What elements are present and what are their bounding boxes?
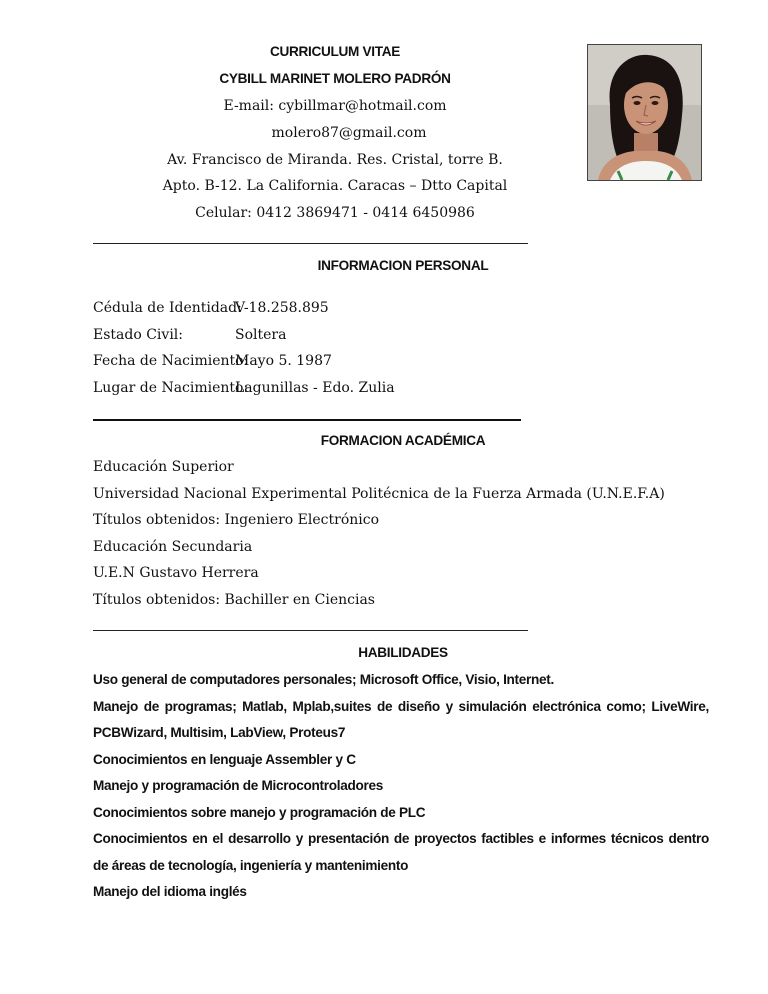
personal-label-birthplace: Lugar de Nacimiento: bbox=[93, 380, 249, 396]
portrait-image bbox=[588, 45, 701, 180]
personal-label-birthdate: Fecha de Nacimiento: bbox=[93, 353, 249, 369]
personal-row-birthplace bbox=[93, 380, 395, 396]
skill-line-6: Conocimientos sobre manejo y programación de PLC bbox=[93, 805, 426, 820]
email-primary: E-mail: cybillmar@hotmail.com bbox=[223, 98, 447, 114]
education-line-5: U.E.N Gustavo Herrera bbox=[93, 565, 259, 581]
education-line-6: Títulos obtenidos: Bachiller en Ciencias bbox=[93, 592, 375, 608]
personal-value-birthdate: Mayo 5. 1987 bbox=[235, 353, 332, 369]
skill-line-8: de áreas de tecnología, ingeniería y mantenimiento bbox=[93, 858, 409, 873]
section-heading-education: FORMACION ACADÉMICA bbox=[320, 433, 486, 448]
education-line-3: Títulos obtenidos: Ingeniero Electrónico bbox=[93, 512, 380, 528]
address-line-1: Av. Francisco de Miranda. Res. Cristal, torre B. bbox=[167, 152, 503, 168]
skill-line-9: Manejo del idioma inglés bbox=[93, 884, 247, 899]
personal-row-id bbox=[93, 300, 329, 316]
personal-label-civil: Estado Civil: bbox=[93, 327, 183, 343]
cv-title: CURRICULUM VITAE bbox=[269, 44, 401, 59]
skill-line-4: Conocimientos en lenguaje Assembler y C bbox=[93, 752, 356, 767]
divider-personal bbox=[93, 243, 528, 244]
section-heading-personal: INFORMACION PERSONAL bbox=[317, 258, 489, 273]
divider-skills bbox=[93, 630, 528, 631]
candidate-name: CYBILL MARINET MOLERO PADRÓN bbox=[219, 71, 451, 86]
personal-row-civil bbox=[93, 327, 286, 343]
personal-value-id: V-18.258.895 bbox=[235, 300, 329, 316]
education-line-2: Universidad Nacional Experimental Politécnica de la Fuerza Armada (U.N.E.F.A) bbox=[93, 486, 665, 502]
section-heading-skills: HABILIDADES bbox=[358, 645, 448, 660]
personal-value-birthplace: Lagunillas - Edo. Zulia bbox=[235, 380, 395, 396]
address-line-2: Apto. B-12. La California. Caracas – Dtto Capital bbox=[162, 178, 508, 194]
personal-row-birthdate bbox=[93, 353, 332, 369]
profile-photo bbox=[587, 44, 702, 181]
skill-line-5: Manejo y programación de Microcontroladores bbox=[93, 778, 383, 793]
personal-label-id: Cédula de Identidad: bbox=[93, 300, 242, 316]
skill-line-2: Manejo de programas; Matlab, Mplab,suites de diseño y simulación electrónica como; LiveWire, bbox=[93, 699, 709, 714]
skill-line-1: Uso general de computadores personales; Microsoft Office, Visio, Internet. bbox=[93, 672, 554, 687]
education-line-1: Educación Superior bbox=[93, 459, 234, 475]
personal-value-civil: Soltera bbox=[235, 327, 287, 343]
skill-line-3: PCBWizard, Multisim, LabView, Proteus7 bbox=[93, 725, 346, 740]
email-secondary: molero87@gmail.com bbox=[271, 125, 427, 141]
skill-line-7: Conocimientos en el desarrollo y presentación de proyectos factibles e informes técnicos dentro bbox=[93, 831, 709, 846]
education-line-4: Educación Secundaria bbox=[93, 539, 253, 555]
divider-education bbox=[93, 419, 521, 421]
phone-numbers: Celular: 0412 3869471 - 0414 6450986 bbox=[195, 205, 475, 221]
